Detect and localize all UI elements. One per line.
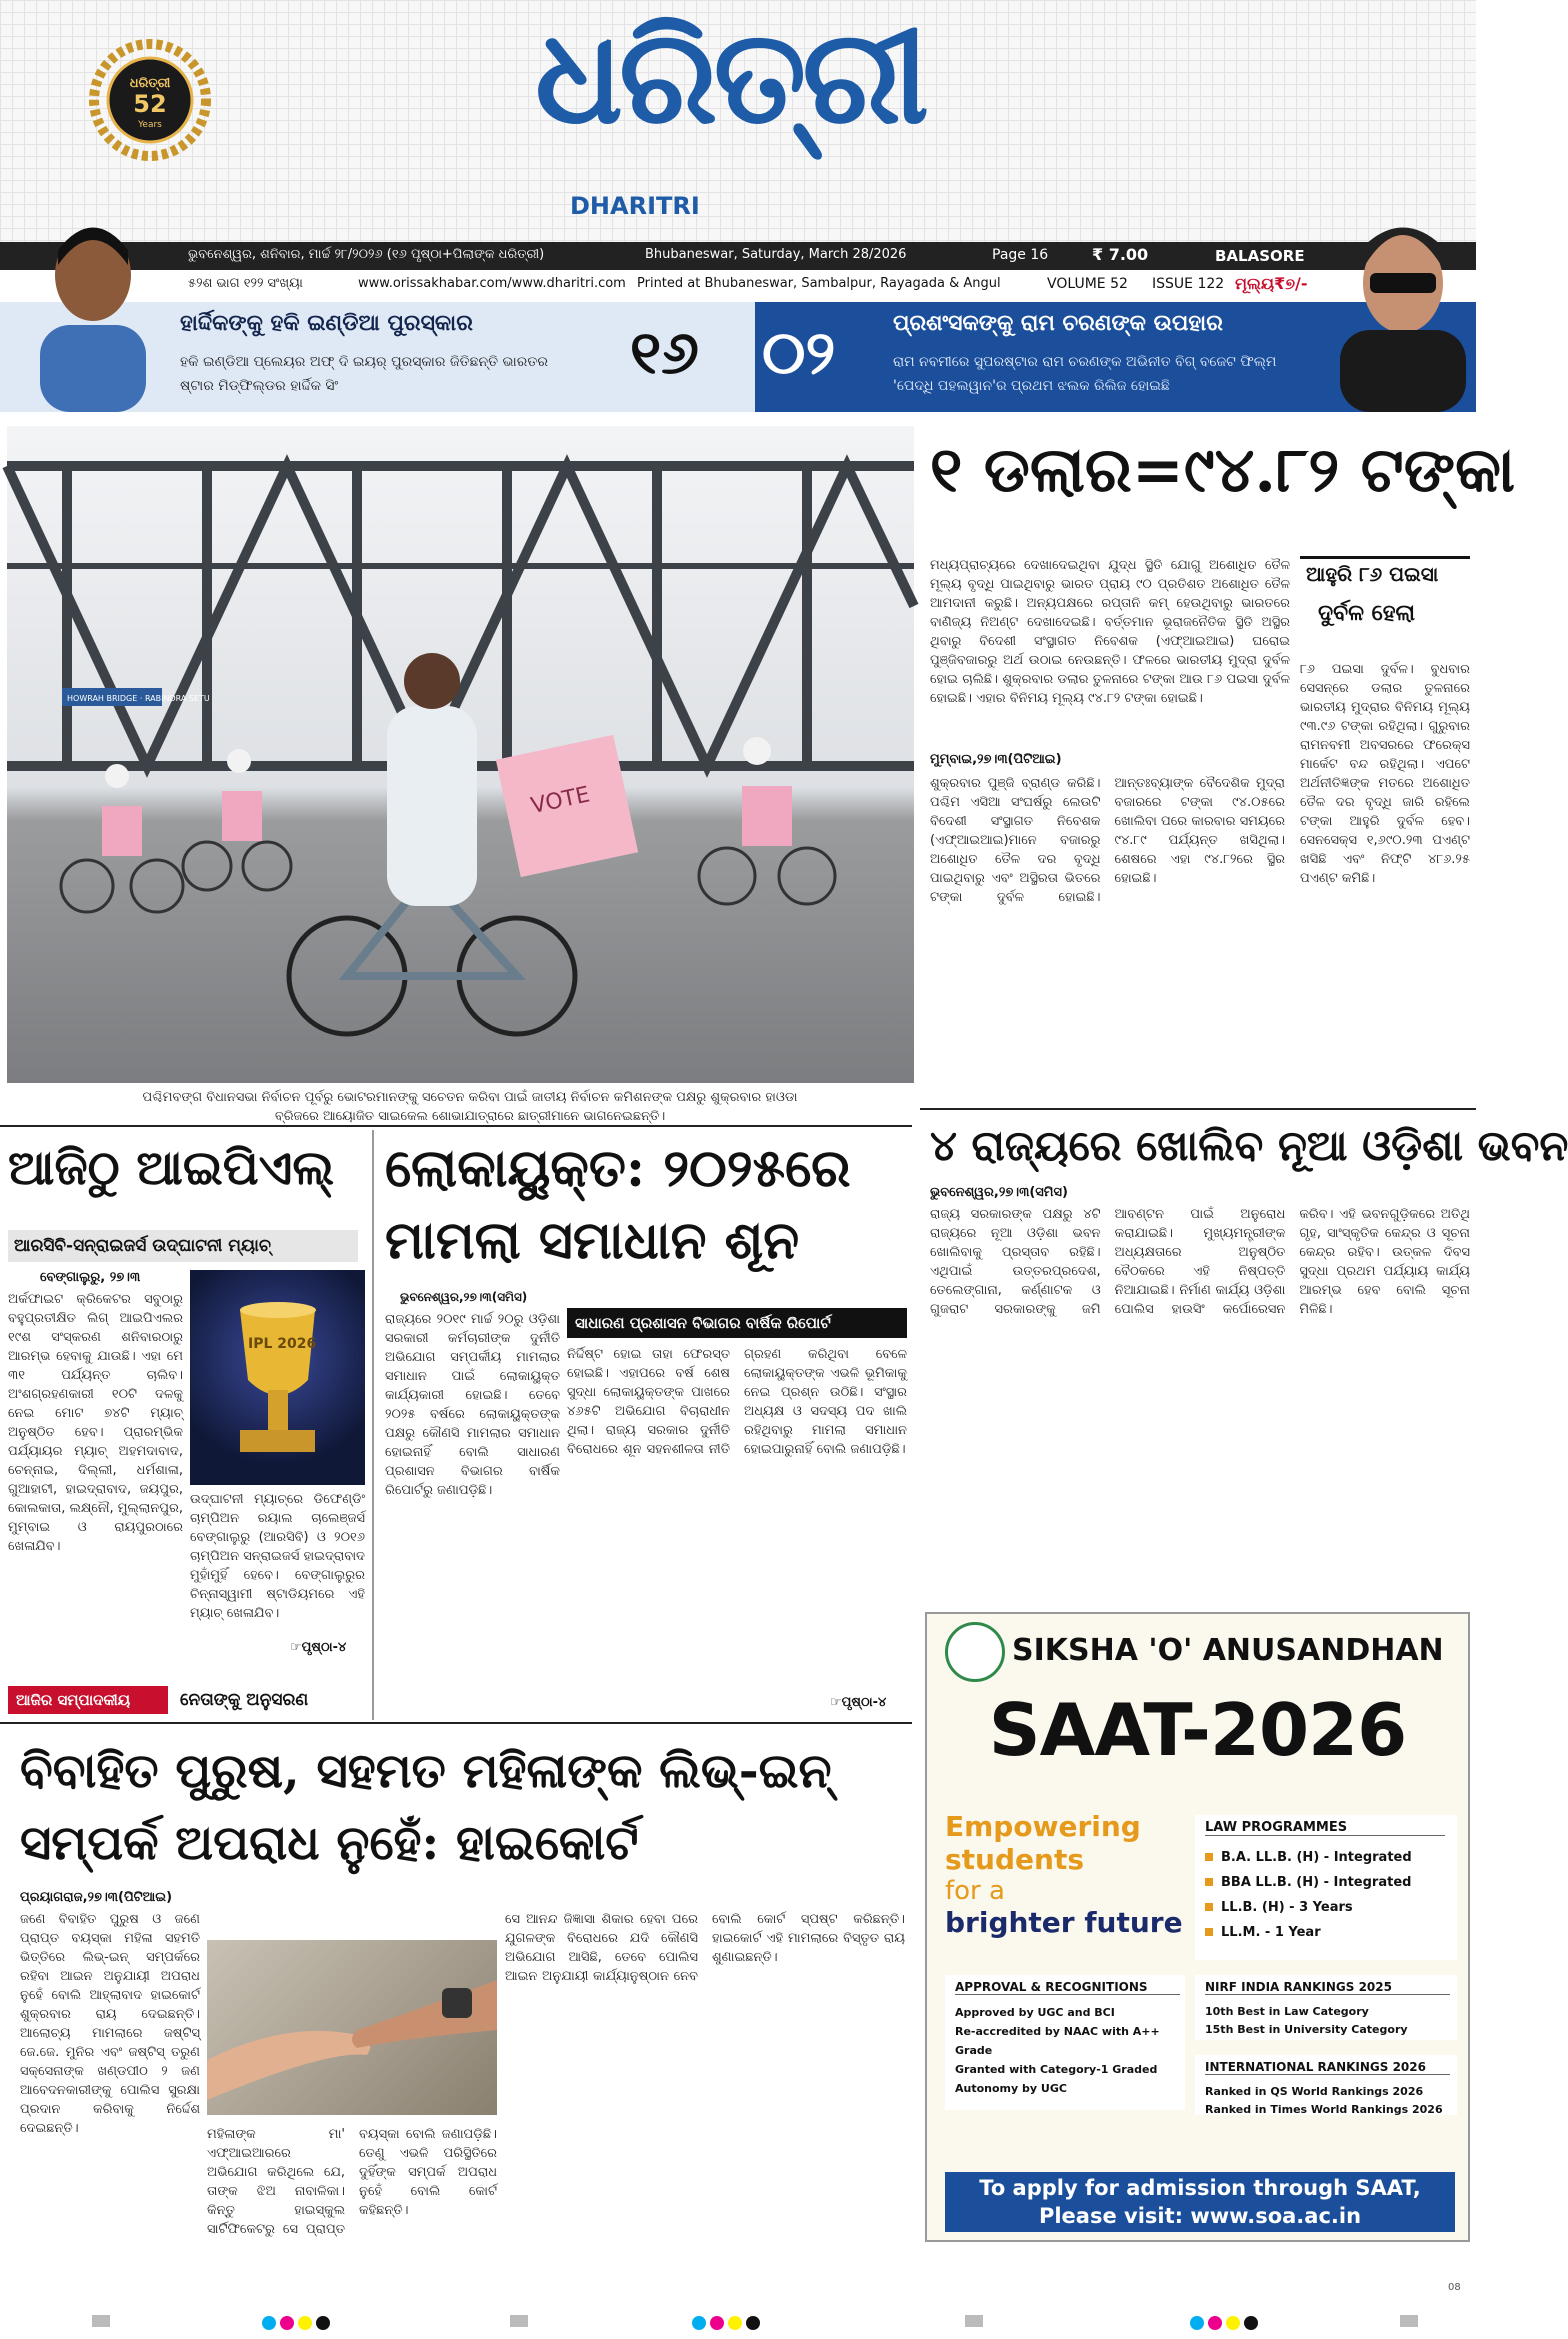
ad-tagline-2: students xyxy=(945,1843,1085,1876)
approval-item-2: Re-accredited by NAAC with A++ Grade xyxy=(955,2025,1160,2057)
issue-label: ISSUE 122 xyxy=(1152,276,1225,292)
lokayukta-dateline: ଭୁବନେଶ୍ୱର,୨୭।୩(ସମିସ) xyxy=(400,1290,528,1304)
intl-title: INTERNATIONAL RANKINGS 2026 xyxy=(1205,2060,1450,2075)
dollar-subhead-2: ଦୁର୍ବଳ ହେଲା xyxy=(1318,600,1416,626)
editorial-title[interactable]: ନେତାଙ୍କୁ ଅନୁସରଣ xyxy=(180,1690,309,1710)
teaser-left-text: ହକି ଇଣ୍ଡିଆ ପ୍ଲେୟର ଅଫ୍ ଦି ଇୟର୍ ପୁରସ୍କାର ଜିତିଛନ୍ତି ଭାରତର ଷ୍ଟାର ମିଡ୍‌ଫିଲ୍ଡର ହାର୍ଦ୍ଦିକ ସିଂ xyxy=(180,354,548,394)
anniversary-label: ଧରିତ୍ରୀ xyxy=(129,76,171,91)
teaser-left-headline: ହାର୍ଦ୍ଦିକଙ୍କୁ ହକି ଇଣ୍ଡିଆ ପୁରସ୍କାର xyxy=(180,311,473,336)
page-label: Page 16 xyxy=(992,247,1049,263)
ad-tagline-3: for a xyxy=(945,1876,1005,1906)
volume-label: VOLUME 52 xyxy=(1047,276,1128,292)
nirf-title: NIRF INDIA RANKINGS 2025 xyxy=(1205,1980,1450,1995)
ad-tagline-4: brighter future xyxy=(945,1906,1183,1939)
approval-item-1: Approved by UGC and BCI xyxy=(955,2006,1115,2019)
law-title: LAW PROGRAMMES xyxy=(1205,1820,1445,1836)
dollar-subhead-1: ଆହୁରି ୮୬ ପଇସା xyxy=(1306,562,1439,586)
print-marks xyxy=(0,2315,1476,2335)
anniversary-years: 52 xyxy=(133,90,167,118)
live-in-body-3: ସେ ଆନନ୍ଦ ଜିଜ୍ଞାସା ଶିକାର ହେବା ପରେ ଯୁଗଳଙ୍କ ବିରୋଧରେ ଯଦି କୌଣସି ଅଭିଯୋଗ ଆସିଛି, ତେବେ ପୋଲିସ ଆଇନ ଅନୁଯାୟୀ କାର୍ଯ୍ୟାନୁଷ୍ଠାନ ନେବ ବୋଲି କୋର୍ଟ ସ୍ପଷ୍ଟ କରିଛନ୍ତି। ହାଇକୋର୍ଟ ଏହି ମାମଲାରେ ବିସ୍ତୃତ ରାୟ ଶୁଣାଇଛନ୍ତି। xyxy=(505,1912,905,1984)
page-number: 08 xyxy=(1448,2282,1461,2293)
ad-footer-1: To apply for admission through SAAT, xyxy=(979,2176,1421,2200)
teaser-right-headline: ପ୍ରଶଂସକଙ୍କୁ ରାମ ଚରଣଙ୍କ ଉପହାର xyxy=(893,311,1223,336)
teaser-right-page[interactable]: ୦୨ xyxy=(762,318,836,388)
odisha-bhavan-dateline: ଭୁବନେଶ୍ୱର,୨୭।୩(ସମିସ) xyxy=(930,1185,1068,1200)
lokayukta-headline-1: ଲୋକାୟୁକ୍ତ: ୨୦୨୫ରେ xyxy=(385,1138,851,1199)
masthead-title-en: DHARITRI xyxy=(570,192,700,220)
ad-exam: SAAT-2026 xyxy=(988,1688,1407,1772)
nirf-item-2: 15th Best in University Category xyxy=(1205,2023,1408,2036)
edition-label: BALASORE xyxy=(1215,247,1305,265)
intl-items xyxy=(1205,2083,1450,2119)
law-item-2: BBA LL.B. (H) - Integrated xyxy=(1205,1870,1455,1895)
masthead-title: ଧରିତ୍ରୀ xyxy=(534,1,926,153)
lokayukta-box: ସାଧାରଣ ପ୍ରଶାସନ ବିଭାଗର ବାର୍ଷିକ ରିପୋର୍ଟ xyxy=(567,1308,907,1338)
odisha-bhavan-headline: ୪ ରାଜ୍ୟରେ ଖୋଲିବ ନୂଆ ଓଡ଼ିଶା ଭବନ xyxy=(930,1121,1568,1170)
intl-item-1: Ranked in QS World Rankings 2026 xyxy=(1205,2085,1424,2098)
ipl-continued[interactable]: ☞ପୃଷ୍ଠା-୪ xyxy=(290,1640,347,1655)
teaser-right-text: ରାମ ନବମୀରେ ସୁପରଷ୍ଟାର ରାମ ଚରଣଙ୍କ ଅଭିନୀତ ବିଗ୍ ବଜେଟ ଫିଲ୍ମ 'ପେଦ୍ଧି ପହଲୱାନ'ର ପ୍ରଥମ ଝଲକ ରିଲିଜ ହୋଇଛି xyxy=(893,354,1277,394)
ipl-dateline: ବେଙ୍ଗାଲୁରୁ, ୨୭।୩ xyxy=(40,1270,141,1285)
dollar-headline: ୧ ଡଲାର=୯୪.୮୨ ଟଙ୍କା xyxy=(930,433,1516,506)
approval-items xyxy=(955,2003,1180,2098)
price-odia: ମୂଲ୍ୟ₹୭/- xyxy=(1235,274,1308,293)
lokayukta-body-1: ରାଜ୍ୟରେ ୨୦୧୯ ମାର୍ଚ୍ଚ ୨୦ରୁ ଓଡ଼ିଶା ସରକାରୀ କର୍ମଚାରୀଙ୍କ ଦୁର୍ନୀତି ଅଭିଯୋଗ ସମ୍ପର୍କୀୟ ମାମଲାର ସମାଧାନ ପାଇଁ ଲୋକାୟୁକ୍ତ କାର୍ଯ୍ୟକାରୀ ହୋଇଛି। ତେବେ ୨୦୨୫ ବର୍ଷରେ ଲୋକାୟୁକ୍ତଙ୍କ ପକ୍ଷରୁ କୌଣସି ମାମଲାର ସମାଧାନ ହୋଇନାହିଁ ବୋଲି ସାଧାରଣ ପ୍ରଶାସନ ବିଭାଗର ବାର୍ଷିକ ରିପୋର୍ଟରୁ ଜଣାପଡ଼ିଛି। xyxy=(385,1312,560,1498)
nirf-item-1: 10th Best in Law Category xyxy=(1205,2005,1369,2018)
poster-text: VOTE xyxy=(528,782,593,820)
live-in-body-2: ମହିଳାଙ୍କ ମା' ଏଫ୍‌ଆଇଆରରେ ଅଭିଯୋଗ କରିଥିଲେ ଯେ, ତାଙ୍କ ଝିଅ ନାବାଳିକା। କିନ୍ତୁ ହାଇସ୍କୁଲ ସାର୍ଟିଫିକେଟରୁ ସେ ପ୍ରାପ୍ତ ବୟସ୍କା ବୋଲି ଜଣାପଡ଼ିଛି। ତେଣୁ ଏଭଳି ପରିସ୍ଥିତିରେ ଦୁହିଁଙ୍କ ସମ୍ପର୍କ ଅପରାଧ ନୁହେଁ ବୋଲି କୋର୍ଟ କହିଛନ୍ତି। xyxy=(207,2127,497,2237)
lokayukta-continued[interactable]: ☞ପୃଷ୍ଠା-୪ xyxy=(830,1695,887,1710)
dollar-body-1: ଶୁକ୍ରବାର ପୁଞ୍ଜି ବ୍ରାଣ୍ଡ କରିଛି। ପଶ୍ଚିମ ଏସିଆ ସଂଘର୍ଷରୁ ଲେଉଟି ବିଦେଶୀ ସଂସ୍ଥାଗତ ନିବେଶକ (ଏଫ୍‌ଆଇଆଇ)ମାନେ ବଜାରରୁ ଅଶୋଧିତ ତୈଳ ଦର ବୃଦ୍ଧି ପାଇଥିବାରୁ ଏବଂ ଅସ୍ଥିରତା ଭିତରେ ଟଙ୍କା ଦୁର୍ବଳ ହୋଇଛି। ଆନ୍ତଃବ୍ୟାଙ୍କ ବୈଦେଶିକ ମୁଦ୍ରା ବଜାରରେ ଟଙ୍କା ୯୪.୦୫ରେ ଖୋଲିବା ପରେ କାରବାର ସମୟରେ ୯୪.୮୯ ପର୍ଯ୍ୟନ୍ତ ଖସିଥିଲା। ଶେଷରେ ଏହା ୯୪.୮୨ରେ ସ୍ଥିର ହୋଇଛି। xyxy=(930,776,1285,905)
bridge-cycle-illustration xyxy=(7,426,914,1083)
law-item xyxy=(1205,1845,1455,1945)
dollar-intro: ମଧ୍ୟପ୍ରାଚ୍ୟରେ ଦେଖାଦେଇଥିବା ଯୁଦ୍ଧ ସ୍ଥିତି ଯୋଗୁ ଅଶୋଧିତ ତୈଳ ମୂଲ୍ୟ ବୃଦ୍ଧି ପାଇଥିବାରୁ ଭାରତ ପ୍ରାୟ ୯୦ ପ୍ରତିଶତ ଅଶୋଧିତ ତୈଳ ଆମଦାନୀ କରୁଛି। ଅନ୍ୟପକ୍ଷରେ ରପ୍ତାନି କମ୍ ହେଉଥିବାରୁ ଭାରତରେ ବାଣିଜ୍ୟ ନିଅଣ୍ଟ ଦେଖାଦେଇଛି। ବର୍ତ୍ତମାନ ଭୂରାଜନୈତିକ ସ୍ଥିତି ଅସ୍ଥିର ଥିବାରୁ ବିଦେଶୀ ସଂସ୍ଥାଗତ ନିବେଶକ (ଏଫ୍‌ଆଇଆଇ) ଘରୋଇ ପୁଞ୍ଜିବଜାରରୁ ଅର୍ଥ ଉଠାଇ ନେଉଛନ୍ତି। ଫଳରେ ଭାରତୀୟ ମୁଦ୍ରା ଦୁର୍ବଳ ହୋଇ ଚାଲିଛି। ଶୁକ୍ରବାର ଡଲାର ତୁଳନାରେ ଟଙ୍କା ଆଉ ୮୬ ପଇସା ଦୁର୍ବଳ ହୋଇଛି। ଏହାର ବିନିମୟ ମୂଲ୍ୟ ୯୪.୮୨ ଟଙ୍କା ହୋଇଛି। xyxy=(930,558,1290,706)
law-item-4: LL.M. - 1 Year xyxy=(1205,1920,1455,1945)
intl-item-2: Ranked in Times World Rankings 2026 xyxy=(1205,2103,1443,2116)
ad-org: SIKSHA 'O' ANUSANDHAN xyxy=(1012,1633,1444,1668)
ipl-trophy-photo xyxy=(190,1270,365,1485)
issue-odia: ୫୨ଶ ଭାଗ ୧୨୨ ସଂଖ୍ୟା xyxy=(188,276,303,291)
ipl-body-1: ଅର୍କଫାଇଟ କ୍ରିକେଟର ସବୁଠାରୁ ବହୁପ୍ରତୀକ୍ଷିତ ଲିଗ୍ ଆଇପିଏଲର ୧୯ଶ ସଂସ୍କରଣ ଶନିବାରଠାରୁ ଆରମ୍ଭ ହେବାକୁ ଯାଉଛି। ଏହା ମେ ୩୧ ପର୍ଯ୍ୟନ୍ତ ଚାଲିବ। ଅଂଶଗ୍ରହଣକାରୀ ୧୦ଟି ଦଳକୁ ନେଇ ମୋଟ ୭୪ଟି ମ୍ୟାଚ୍ ଅନୁଷ୍ଠିତ ହେବ। ପ୍ରାରମ୍ଭିକ ପର୍ଯ୍ୟାୟର ମ୍ୟାଚ୍ ଅହମଦାବାଦ, ଚେନ୍ନାଇ, ଦିଲ୍ଲୀ, ଧର୍ମଶାଳା, ଗୁଆହାଟୀ, ହାଇଦ୍ରାବାଦ, ଜୟପୁର, କୋଲକାତା, ଲକ୍ଷ୍ନୌ, ମୁଲ୍ଲାନପୁର, ମୁମ୍ବାଇ ଓ ରାୟପୁରଠାରେ ଖେଳାଯିବ। xyxy=(8,1292,183,1554)
photo-caption: ପଶ୍ଚିମବଙ୍ଗ ବିଧାନସଭା ନିର୍ବାଚନ ପୂର୍ବରୁ ଭୋଟରମାନଙ୍କୁ ସଚେତନ କରିବା ପାଇଁ ଜାତୀୟ ନିର୍ବାଚନ କମିଶନଙ୍କ ପକ୍ଷରୁ ଶୁକ୍ରବାର ହାଓଡା ବ୍ରିଜରେ ଆୟୋଜିତ ସାଇକେଲ ଶୋଭାଯାତ୍ରାରେ ଛାତ୍ରୀମାନେ ଭାଗନେଇଛନ୍ତି। xyxy=(142,1090,798,1124)
lokayukta-headline-2: ମାମଲା ସମାଧାନ ଶୂନ xyxy=(385,1210,800,1271)
anniversary-years-label: Years xyxy=(138,120,162,130)
nirf-items xyxy=(1205,2003,1450,2039)
websites: www.orissakhabar.com/www.dharitri.com xyxy=(358,276,626,291)
lokayukta-body-2: ନିର୍ଦ୍ଦିଷ୍ଟ ହୋଇ ତାହା ଫେରସ୍ତ ହୋଇଛି। ଏହାପରେ ବର୍ଷ ଶେଷ ସୁଦ୍ଧା ଲୋକାୟୁକ୍ତଙ୍କ ପାଖରେ ୪୬୫ଟି ଅଭିଯୋଗ ବିଚାରାଧୀନ ଥିଲା। ରାଜ୍ୟ ସରକାର ଦୁର୍ନୀତି ବିରୋଧରେ ଶୂନ ସହନଶୀଳତା ନୀତି ଗ୍ରହଣ କରିଥିବା ବେଳେ ଲୋକାୟୁକ୍ତଙ୍କ ଏଭଳି ଭୂମିକାକୁ ନେଇ ପ୍ରଶ୍ନ ଉଠିଛି। ସଂସ୍ଥାର ଅଧ୍ୟକ୍ଷ ଓ ସଦସ୍ୟ ପଦ ଖାଲି ରହିଥିବାରୁ ମାମଲା ସମାଧାନ ହୋଇପାରୁନାହିଁ ବୋଲି ଜଣାପଡ଼ିଛି। xyxy=(567,1347,907,1457)
teaser-left-page[interactable]: ୧୬ xyxy=(630,318,699,388)
ipl-headline: ଆଜିଠୁ ଆଇପିଏଲ୍ xyxy=(8,1140,335,1196)
live-in-photo xyxy=(207,1940,497,2115)
editorial-label[interactable]: ଆଜିର ସମ୍ପାଦକୀୟ xyxy=(8,1686,168,1714)
bridge-sign: HOWRAH BRIDGE · RABINDRA SETU xyxy=(67,694,210,703)
approval-title: APPROVAL & RECOGNITIONS xyxy=(955,1980,1180,1995)
live-in-headline: ବିବାହିତ ପୁରୁଷ, ସହମତ ମହିଳାଙ୍କ ଲିଭ୍-ଇନ୍ ସମ୍ପର୍କ ଅପରାଧ ନୁହେଁ: ହାଇକୋର୍ଟ xyxy=(20,1743,832,1871)
trophy-label: IPL 2026 xyxy=(248,1336,317,1352)
live-in-body-1: ଜଣେ ବିବାହିତ ପୁରୁଷ ଓ ଜଣେ ପ୍ରାପ୍ତ ବୟସ୍କା ମହିଳା ସହମତି ଭିତ୍ତିରେ ଲିଭ୍-ଇନ୍ ସମ୍ପର୍କରେ ରହିବା ଆଇନ ଅନୁଯାୟୀ ଅପରାଧ ନୁହେଁ ବୋଲି ଆହ୍ଲାବାଦ ହାଇକୋର୍ଟ ଶୁକ୍ରବାର ରାୟ ଦେଇଛନ୍ତି। ଆଲୋଚ୍ୟ ମାମଲାରେ ଜଷ୍ଟିସ୍ ଜେ.ଜେ. ମୁନିର ଏବଂ ଜଷ୍ଟିସ୍ ତରୁଣ ସକ୍ସେନାଙ୍କ ଖଣ୍ଡପୀଠ ୨ ଜଣ ଆବେଦନକାରୀଙ୍କୁ ପୋଲିସ ସୁରକ୍ଷା ପ୍ରଦାନ କରିବାକୁ ନିର୍ଦ୍ଦେଶ ଦେଇଛନ୍ତି। xyxy=(20,1912,200,2136)
approval-item-3: Granted with Category-1 Graded Autonomy by UGC xyxy=(955,2063,1158,2095)
soa-logo-icon xyxy=(945,1622,1005,1682)
actor-photo xyxy=(1330,205,1476,412)
ipl-body-2: ଉଦ୍‌ଘାଟନୀ ମ୍ୟାଚ୍‌ରେ ଡିଫେଣ୍ଡିଂ ଚାମ୍ପିଅନ ରୟାଲ ଚାଲେଞ୍ଜର୍ସ ବେଙ୍ଗାଲୁରୁ (ଆରସିବି) ଓ ୨୦୧୬ ଚାମ୍ପିଅନ ସନ୍‌ରାଇଜର୍ସ ହାଇଦ୍ରାବାଦ ମୁହାଁମୁହିଁ ହେବେ। ବେଙ୍ଗାଲୁରୁର ଚିନ୍ନାସ୍ୱାମୀ ଷ୍ଟାଡିୟମରେ ଏହି ମ୍ୟାଚ୍ ଖେଳାଯିବ। xyxy=(190,1492,365,1621)
law-item-3: LL.B. (H) - 3 Years xyxy=(1205,1895,1455,1920)
hands-illustration xyxy=(207,1940,497,2115)
dateline-odia: ଭୁବନେଶ୍ୱର, ଶନିବାର, ମାର୍ଚ୍ଚ ୨୮/୨୦୨୬ (୧୬ ପୃଷ୍ଠା+ପିଲାଙ୍କ ଧରିତ୍ରୀ) xyxy=(188,247,545,262)
live-in-dateline: ପ୍ରୟାଗରାଜ,୨୭।୩(ପିଟିଆଇ) xyxy=(20,1890,173,1905)
odisha-bhavan-body: ରାଜ୍ୟ ସରକାରଙ୍କ ପକ୍ଷରୁ ୪ଟି ରାଜ୍ୟରେ ନୂଆ ଓଡ଼ିଶା ଭବନ ଖୋଲିବାକୁ ପ୍ରସ୍ତାବ ରହିଛି। ଏଥିପାଇଁ ଉତ୍ତରପ୍ରଦେଶ, ତେଲେଙ୍ଗାନା, କର୍ଣ୍ଣାଟକ ଓ ଗୁଜରାଟ ସରକାରଙ୍କୁ ଜମି ଆବଣ୍ଟନ ପାଇଁ ଅନୁରୋଧ କରାଯାଇଛି। ମୁଖ୍ୟମନ୍ତ୍ରୀଙ୍କ ଅଧ୍ୟକ୍ଷତାରେ ଅନୁଷ୍ଠିତ ବୈଠକରେ ଏହି ନିଷ୍ପତ୍ତି ନିଆଯାଇଛି। ନିର୍ମାଣ କାର୍ଯ୍ୟ ଓଡ଼ିଶା ପୋଲିସ ହାଉସିଂ କର୍ପୋରେସନ କରିବ। ଏହି ଭବନଗୁଡ଼ିକରେ ଅତିଥି ଗୃହ, ସାଂସ୍କୃତିକ କେନ୍ଦ୍ର ଓ ସୂଚନା କେନ୍ଦ୍ର ରହିବ। ଉତ୍କଳ ଦିବସ ସୁଦ୍ଧା ପ୍ରଥମ ପର୍ଯ୍ୟାୟ କାର୍ଯ୍ୟ ଆରମ୍ଭ ହେବ ବୋଲି ସୂଚନା ମିଳିଛି। xyxy=(930,1207,1470,1317)
main-photo xyxy=(7,426,914,1083)
ipl-subhead: ଆରସିବି-ସନ୍‌ରାଇଜର୍ସ ଉଦ୍‌ଘାଟନୀ ମ୍ୟାଚ୍ xyxy=(8,1230,358,1262)
law-item-1: B.A. LL.B. (H) - Integrated xyxy=(1205,1845,1455,1870)
ad-footer-2[interactable]: Please visit: www.soa.ac.in xyxy=(1038,2204,1362,2228)
price-label: ₹ 7.00 xyxy=(1092,245,1149,264)
ad-tagline-1: Empowering xyxy=(945,1810,1141,1843)
anniversary-badge xyxy=(70,40,230,160)
player-photo xyxy=(18,205,168,412)
dateline-en: Bhubaneswar, Saturday, March 28/2026 xyxy=(645,247,907,262)
printed-at: Printed at Bhubaneswar, Sambalpur, Rayagada & Angul xyxy=(637,276,1001,291)
dollar-body-2: ୮୬ ପଇସା ଦୁର୍ବଳ। ବୁଧବାର ସେସନ୍‌ରେ ଡଲାର ତୁଳନାରେ ଭାରତୀୟ ମୁଦ୍ରାର ବିନିମୟ ମୂଲ୍ୟ ୯୩.୯୬ ଟଙ୍କା ରହିଥିଲା। ଗୁରୁବାର ରାମନବମୀ ଅବସରରେ ଫରେକ୍ସ ମାର୍କେଟ ବନ୍ଦ ରହିଥିଲା। ଏପଟେ ଅର୍ଥନୀତିଜ୍ଞଙ୍କ ମତରେ ଅଶୋଧିତ ତୈଳ ଦର ବୃଦ୍ଧି ଜାରି ରହିଲେ ଟଙ୍କା ଆହୁରି ଦୁର୍ବଳ ହେବ। ସେନସେକ୍ସ ୧,୬୯୦.୨୩ ପଏଣ୍ଟ ଖସିଛି ଏବଂ ନିଫ୍ଟି ୪୮୬.୨୫ ପଏଣ୍ଟ କମିଛି। xyxy=(1300,662,1470,886)
dollar-dateline: ମୁମ୍ବାଇ,୨୭।୩(ପିଟିଆଇ) xyxy=(930,752,1062,767)
